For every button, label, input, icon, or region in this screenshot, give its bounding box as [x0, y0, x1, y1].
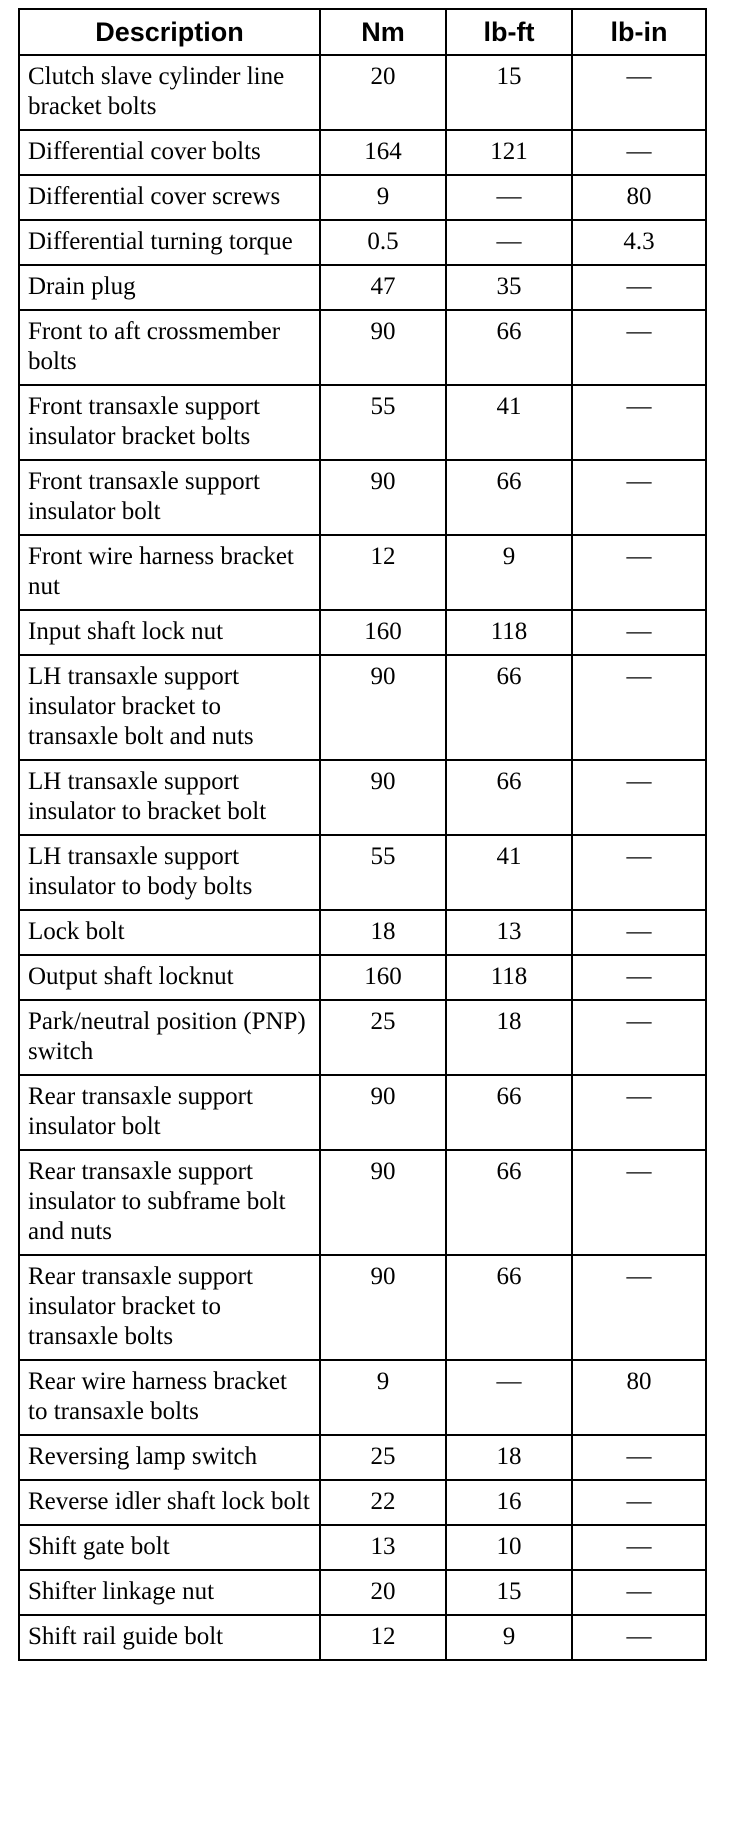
cell-lbin: —	[572, 655, 706, 760]
cell-nm: 47	[320, 265, 446, 310]
cell-lbin: —	[572, 265, 706, 310]
cell-nm: 22	[320, 1480, 446, 1525]
cell-lbin: —	[572, 1525, 706, 1570]
cell-lbin: —	[572, 1435, 706, 1480]
cell-description: LH transaxle support insulator bracket to transaxle bolt and nuts	[19, 655, 320, 760]
cell-description: Drain plug	[19, 265, 320, 310]
cell-lbin: —	[572, 1255, 706, 1360]
table-row	[19, 220, 706, 265]
table-row	[19, 1075, 706, 1150]
table-row	[19, 1360, 706, 1435]
cell-nm: 25	[320, 1435, 446, 1480]
cell-lbin: —	[572, 55, 706, 130]
table-row	[19, 1525, 706, 1570]
cell-lbin: —	[572, 760, 706, 835]
cell-lbin: —	[572, 955, 706, 1000]
torque-spec-table	[18, 8, 707, 1661]
table-row	[19, 460, 706, 535]
cell-nm: 0.5	[320, 220, 446, 265]
cell-description: Front transaxle support insulator bolt	[19, 460, 320, 535]
cell-description: Rear transaxle support insulator to subframe bolt and nuts	[19, 1150, 320, 1255]
table-row	[19, 130, 706, 175]
cell-lbin: —	[572, 460, 706, 535]
cell-nm: 55	[320, 835, 446, 910]
cell-lbft: 66	[446, 460, 572, 535]
table-row	[19, 760, 706, 835]
cell-lbft: 18	[446, 1000, 572, 1075]
cell-lbft: 118	[446, 610, 572, 655]
cell-description: Front to aft crossmember bolts	[19, 310, 320, 385]
table-row	[19, 265, 706, 310]
cell-description: Reverse idler shaft lock bolt	[19, 1480, 320, 1525]
cell-lbft: 41	[446, 385, 572, 460]
cell-lbft: 18	[446, 1435, 572, 1480]
cell-nm: 90	[320, 310, 446, 385]
cell-lbft: 35	[446, 265, 572, 310]
cell-nm: 90	[320, 655, 446, 760]
cell-description: Output shaft locknut	[19, 955, 320, 1000]
table-header	[19, 9, 706, 55]
table-row	[19, 835, 706, 910]
cell-lbin: 4.3	[572, 220, 706, 265]
cell-lbin: —	[572, 1075, 706, 1150]
cell-lbin: —	[572, 310, 706, 385]
cell-nm: 55	[320, 385, 446, 460]
cell-lbin: —	[572, 535, 706, 610]
cell-lbft: —	[446, 1360, 572, 1435]
cell-lbft: 13	[446, 910, 572, 955]
cell-lbin: —	[572, 1615, 706, 1660]
table-row	[19, 1255, 706, 1360]
cell-lbft: 9	[446, 1615, 572, 1660]
cell-description: Lock bolt	[19, 910, 320, 955]
cell-nm: 90	[320, 760, 446, 835]
cell-lbft: —	[446, 175, 572, 220]
cell-lbin: —	[572, 385, 706, 460]
cell-nm: 90	[320, 1150, 446, 1255]
cell-lbin: —	[572, 610, 706, 655]
cell-lbin: 80	[572, 1360, 706, 1435]
header-description: Description	[19, 9, 320, 55]
cell-lbft: 15	[446, 55, 572, 130]
cell-nm: 25	[320, 1000, 446, 1075]
cell-nm: 20	[320, 1570, 446, 1615]
cell-nm: 90	[320, 1255, 446, 1360]
cell-lbft: 66	[446, 1150, 572, 1255]
table-row	[19, 1480, 706, 1525]
cell-description: Shift gate bolt	[19, 1525, 320, 1570]
cell-lbft: 66	[446, 1255, 572, 1360]
cell-description: Front transaxle support insulator bracket bolts	[19, 385, 320, 460]
table-row	[19, 655, 706, 760]
cell-lbin: —	[572, 130, 706, 175]
cell-lbft: 66	[446, 310, 572, 385]
cell-nm: 90	[320, 1075, 446, 1150]
cell-lbin: 80	[572, 175, 706, 220]
header-lbin: lb-in	[572, 9, 706, 55]
cell-lbft: 66	[446, 760, 572, 835]
cell-nm: 90	[320, 460, 446, 535]
table-row	[19, 310, 706, 385]
table-row	[19, 55, 706, 130]
table-row	[19, 955, 706, 1000]
table-row	[19, 1435, 706, 1480]
cell-lbin: —	[572, 910, 706, 955]
cell-lbft: 10	[446, 1525, 572, 1570]
table-row	[19, 910, 706, 955]
cell-description: Shifter linkage nut	[19, 1570, 320, 1615]
cell-description: Rear wire harness bracket to transaxle bolts	[19, 1360, 320, 1435]
cell-nm: 160	[320, 955, 446, 1000]
cell-description: Input shaft lock nut	[19, 610, 320, 655]
cell-lbin: —	[572, 1000, 706, 1075]
cell-nm: 164	[320, 130, 446, 175]
cell-lbft: 9	[446, 535, 572, 610]
cell-lbft: —	[446, 220, 572, 265]
cell-description: Park/neutral position (PNP) switch	[19, 1000, 320, 1075]
cell-lbin: —	[572, 1480, 706, 1525]
cell-description: LH transaxle support insulator to body bolts	[19, 835, 320, 910]
table-row	[19, 1150, 706, 1255]
cell-nm: 9	[320, 175, 446, 220]
cell-nm: 20	[320, 55, 446, 130]
cell-lbft: 118	[446, 955, 572, 1000]
cell-lbft: 66	[446, 655, 572, 760]
table-row	[19, 385, 706, 460]
cell-lbft: 66	[446, 1075, 572, 1150]
table-row	[19, 1615, 706, 1660]
table-row	[19, 1570, 706, 1615]
cell-description: LH transaxle support insulator to bracket bolt	[19, 760, 320, 835]
cell-lbft: 15	[446, 1570, 572, 1615]
header-nm: Nm	[320, 9, 446, 55]
cell-lbft: 16	[446, 1480, 572, 1525]
cell-lbin: —	[572, 1150, 706, 1255]
cell-description: Differential cover screws	[19, 175, 320, 220]
cell-nm: 12	[320, 535, 446, 610]
cell-nm: 9	[320, 1360, 446, 1435]
header-row	[19, 9, 706, 55]
table-row	[19, 610, 706, 655]
cell-description: Differential cover bolts	[19, 130, 320, 175]
cell-nm: 12	[320, 1615, 446, 1660]
cell-description: Front wire harness bracket nut	[19, 535, 320, 610]
cell-description: Differential turning torque	[19, 220, 320, 265]
table-row	[19, 1000, 706, 1075]
header-lbft: lb-ft	[446, 9, 572, 55]
cell-nm: 160	[320, 610, 446, 655]
cell-lbin: —	[572, 1570, 706, 1615]
cell-lbft: 121	[446, 130, 572, 175]
cell-nm: 18	[320, 910, 446, 955]
cell-lbft: 41	[446, 835, 572, 910]
cell-description: Rear transaxle support insulator bolt	[19, 1075, 320, 1150]
cell-nm: 13	[320, 1525, 446, 1570]
cell-description: Clutch slave cylinder line bracket bolts	[19, 55, 320, 130]
table-row	[19, 175, 706, 220]
table-row	[19, 535, 706, 610]
cell-lbin: —	[572, 835, 706, 910]
cell-description: Shift rail guide bolt	[19, 1615, 320, 1660]
cell-description: Reversing lamp switch	[19, 1435, 320, 1480]
cell-description: Rear transaxle support insulator bracket to transaxle bolts	[19, 1255, 320, 1360]
table-body	[19, 55, 706, 1660]
